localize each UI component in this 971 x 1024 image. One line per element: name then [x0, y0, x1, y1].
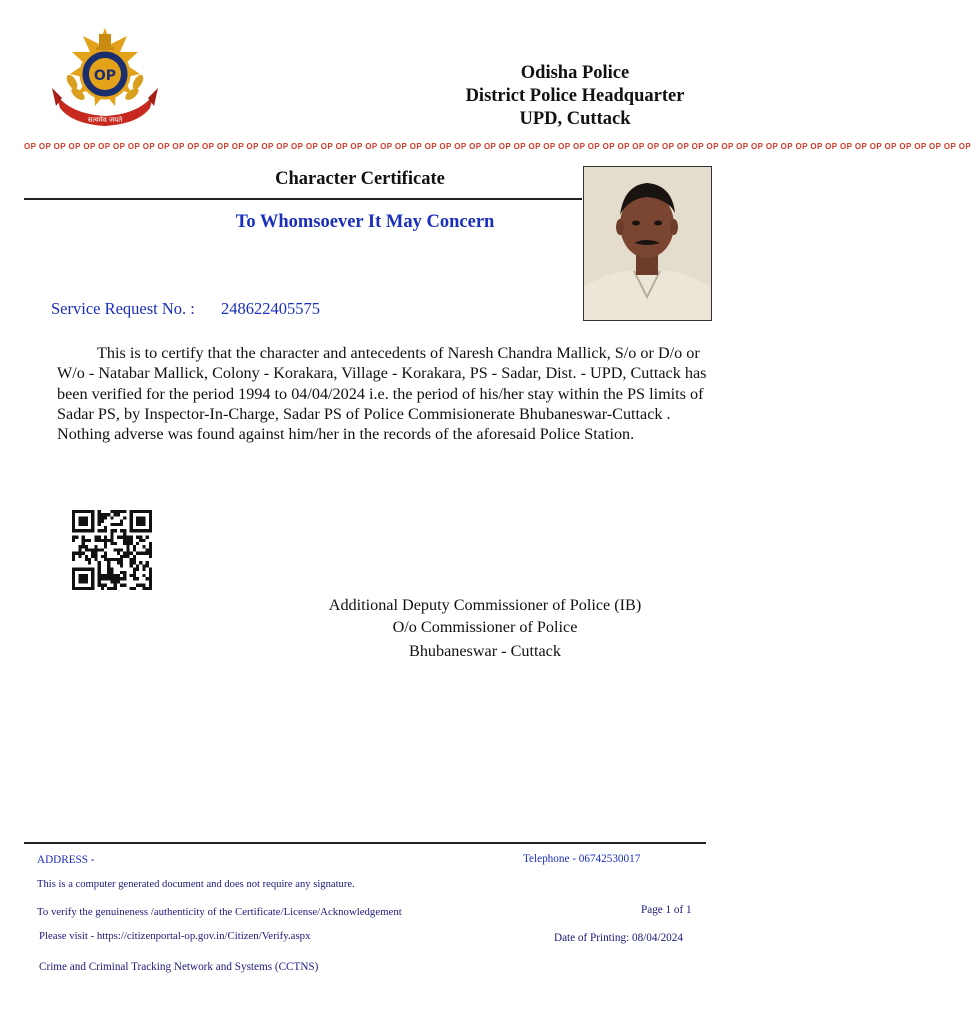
- service-request-label: Service Request No. :: [51, 299, 195, 318]
- signatory-block: [300, 594, 670, 662]
- footer-verify-link[interactable]: Please visit - https://citizenportal-op.gov.in/Citizen/Verify.aspx: [39, 930, 311, 942]
- applicant-photo: [583, 166, 712, 321]
- footer-telephone: Telephone - 06742530017: [523, 853, 641, 865]
- org-name: Odisha Police: [520, 63, 630, 83]
- title-divider: [24, 198, 582, 200]
- signatory-office: O/o Commissioner of Police: [392, 618, 578, 636]
- signatory-location: Bhubaneswar - Cuttack: [409, 642, 561, 660]
- certificate-subtitle: To Whomsoever It May Concern: [235, 212, 495, 232]
- certificate-body: This is to certify that the character and antecedents of Naresh Chandra Mallick, S/o or D/o or W/o - Natabar Mallick, Colony - Korakara, Village - Korakara, PS - Sadar, Dist. - UPD, Cuttack has been verified for the period 1994 to 04/04/2024 i.e. the period of his/her stay within the PS limits of Sadar PS, by Inspector-In-Charge, Sadar PS of Police Commisionerate Bhubaneswar-Cuttack . Nothing adverse was found against him/her in the records of the aforesaid Police Station.: [57, 344, 707, 444]
- footer-system-name: Crime and Criminal Tracking Network and Systems (CCTNS): [39, 961, 319, 973]
- footer-divider: [24, 842, 706, 844]
- emblem-monogram: OP: [93, 68, 117, 84]
- org-district: UPD, Cuttack: [519, 109, 631, 129]
- org-office: District Police Headquarter: [465, 86, 685, 106]
- footer-address: ADDRESS -: [37, 854, 95, 866]
- footer-verify-note: To verify the genuineness /authenticity of the Certificate/License/Acknowledgement: [37, 906, 402, 918]
- service-request-number: 248622405575: [221, 299, 320, 318]
- qr-code-icon: [72, 510, 152, 590]
- emblem-motto: सत्यमेव जयते: [87, 116, 123, 124]
- odisha-police-emblem-icon: [50, 22, 160, 130]
- signatory-designation: Additional Deputy Commissioner of Police (IB): [328, 596, 642, 614]
- certificate-title: Character Certificate: [275, 169, 445, 189]
- op-pattern-strip: OP OP OP OP OP OP OP OP OP OP OP OP OP OP OP OP OP OP OP OP OP OP OP OP OP OP OP OP OP OP OP OP OP OP OP OP OP OP OP OP OP OP OP OP OP OP OP OP OP OP OP OP OP OP OP OP OP OP OP OP OP OP OP OP: [24, 142, 971, 151]
- footer-computer-generated-note: This is a computer generated document and does not require any signature.: [37, 879, 355, 890]
- organisation-header: [440, 62, 710, 131]
- footer-print-date: Date of Printing: 08/04/2024: [554, 932, 683, 944]
- footer-page-info: Page 1 of 1: [641, 904, 692, 916]
